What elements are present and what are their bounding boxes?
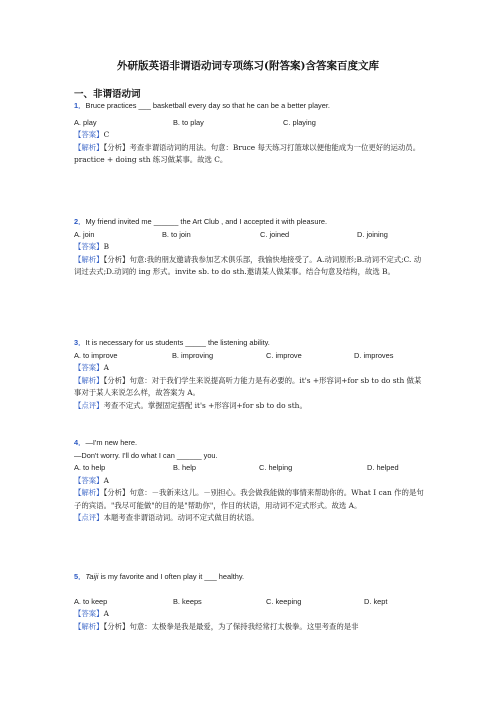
answer-label: 【答案】	[74, 475, 104, 485]
question-text: It is necessary for us students _____ the listening ability.	[85, 338, 270, 347]
comment-label: 【点评】	[74, 400, 104, 410]
option-a: A. to help	[74, 463, 106, 472]
option-a: A. play	[74, 117, 97, 127]
comment-label: 【点评】	[74, 513, 104, 522]
option-b: B. help	[173, 463, 197, 472]
answer-label: 【答案】	[74, 242, 104, 251]
question-5	[74, 571, 424, 633]
explanation-label: 【解析】	[74, 254, 104, 264]
comment-text: 考查不定式。掌握固定搭配 it's +形容词+for sb to do sth。	[103, 400, 307, 410]
option-c: C. helping	[259, 463, 293, 472]
option-a: A. to keep	[74, 596, 108, 606]
option-c: C. improve	[266, 350, 302, 360]
question-number: 1．	[74, 101, 86, 110]
option-d: D. improves	[354, 350, 394, 360]
question-text: is my favorite and I often play it ___ healthy.	[98, 572, 245, 581]
option-b: B. to play	[173, 117, 204, 127]
answer-value: C	[103, 130, 110, 139]
answer-label: 【答案】	[74, 609, 104, 618]
explanation-label: 【解析】	[74, 488, 104, 497]
explanation-text: 【分析】考查非谓语动词的用法。句意：Bruce 每天练习打篮球以便他能成为一位更好的运动员。practice + doing sth 练习做某事。故选 C。	[74, 142, 421, 164]
question-2	[74, 216, 424, 279]
section-heading: 一、非谓语动词	[74, 89, 141, 100]
question-text: My friend invited me ______ the Art Club , and I accepted it with pleasure.	[85, 217, 328, 226]
question-text: Bruce practices ___ basketball every day so that he can be a better player.	[85, 101, 330, 110]
option-d: D. helped	[367, 463, 399, 472]
option-b: B. to join	[162, 229, 191, 239]
question-4	[74, 437, 424, 525]
option-a: A. to improve	[74, 350, 118, 360]
option-c: C. keeping	[266, 596, 302, 606]
document-title: 外研版英语非谓语动词专项练习(附答案)含答案百度文库	[117, 60, 379, 72]
explanation-text: 【分析】句意：太极拳是我是最爱，为了保持我经常打太极拳。这里考查的是非	[103, 621, 359, 631]
question-text-italic: Taiji	[85, 572, 99, 581]
explanation-text: 【分析】句意：－我新来这儿。－别担心。我会做我能做的事情来帮助你的。What I can 作的是句子的宾语。"我尽可能做"的目的是"帮助你"，作目的状语，用动词不定式形式。故选 A。	[74, 488, 424, 510]
option-c: C. playing	[283, 117, 316, 127]
question-number: 4．	[74, 438, 86, 447]
comment-text: 本题考查非谓语动词。动词不定式做目的状语。	[103, 513, 259, 522]
option-c: C. joined	[260, 229, 290, 239]
dialogue-line-1: —I'm new here.	[85, 438, 138, 447]
explanation-label: 【解析】	[74, 621, 104, 631]
answer-value: A	[103, 363, 109, 372]
explanation-text: 【分析】句意:我的朋友邀请我参加艺术俱乐部，我愉快地接受了。A.动词原形;B.动词不定式;C. 动词过去式;D.动词的 ing 形式。invite sb. to do sth.邀请某人做某事。结合句意及结构，故选 B。	[74, 254, 422, 276]
dialogue-line-2: —Don't worry. I'll do what I can ______ you.	[74, 450, 218, 460]
option-b: B. keeps	[173, 596, 202, 606]
question-number: 5．	[74, 572, 86, 581]
answer-label: 【答案】	[74, 363, 104, 372]
explanation-text: 【分析】句意：对于我们学生来说提高听力能力是有必要的。it's +形容词+for sb to do sth 做某事对于某人来说怎么样，故答案为 A。	[74, 375, 422, 397]
question-number: 3．	[74, 338, 86, 347]
explanation-label: 【解析】	[74, 375, 104, 385]
explanation-label: 【解析】	[74, 142, 104, 152]
option-d: D. joining	[357, 229, 388, 239]
answer-value: B	[103, 242, 110, 251]
option-d: D. kept	[364, 596, 388, 606]
option-b: B. improving	[172, 350, 214, 360]
answer-label: 【答案】	[74, 130, 104, 139]
question-number: 2．	[74, 217, 86, 226]
question-3	[74, 337, 424, 412]
question-1	[74, 100, 424, 167]
option-a: A. join	[74, 229, 95, 239]
answer-value: A	[103, 609, 109, 618]
answer-value: A	[103, 475, 109, 485]
